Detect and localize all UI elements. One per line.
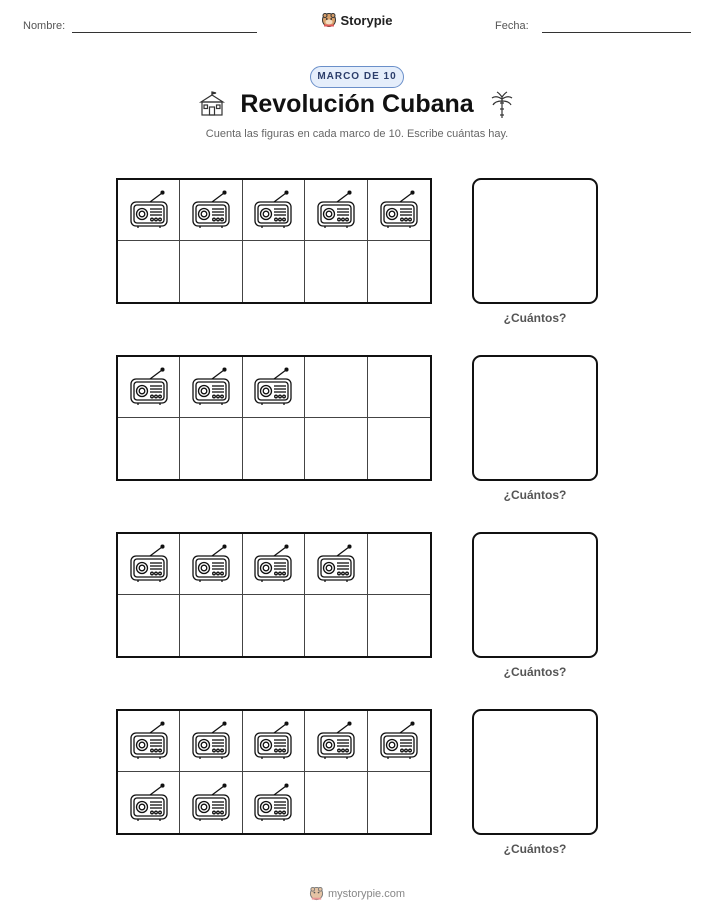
ten-frame-cell	[118, 595, 180, 656]
radio-icon	[252, 367, 294, 407]
ten-frame-cell	[368, 772, 430, 833]
ten-frame-cell	[368, 418, 430, 479]
ten-frame-cell	[180, 418, 242, 479]
instructions: Cuenta las figuras en cada marco de 10. Escribe cuántas hay.	[205, 128, 509, 140]
answer-label: ¿Cuántos?	[503, 842, 567, 856]
ten-frame-cell	[368, 241, 430, 302]
ten-frame-cell	[180, 357, 242, 418]
ten-frame-cell	[243, 711, 305, 772]
answer-label: ¿Cuántos?	[503, 488, 567, 502]
radio-icon	[378, 190, 420, 230]
date-label: Fecha:	[495, 20, 529, 32]
ten-frame-cell	[305, 534, 367, 595]
ten-frame	[116, 178, 432, 304]
ten-frame-cell	[368, 534, 430, 595]
radio-icon	[252, 544, 294, 584]
radio-icon	[315, 721, 357, 761]
ten-frame-cell	[305, 418, 367, 479]
radio-icon	[190, 544, 232, 584]
radio-icon	[128, 721, 170, 761]
radio-icon	[190, 190, 232, 230]
page-title: Revolución Cubana	[240, 90, 474, 118]
answer-box[interactable]	[472, 178, 598, 304]
radio-icon	[128, 367, 170, 407]
answer-label: ¿Cuántos?	[503, 665, 567, 679]
ten-frame-cell	[305, 711, 367, 772]
radio-icon	[128, 783, 170, 823]
name-label: Nombre:	[23, 20, 66, 32]
radio-icon	[128, 544, 170, 584]
ten-frame-cell	[180, 595, 242, 656]
ten-frame-cell	[118, 418, 180, 479]
ten-frame	[116, 532, 432, 658]
ten-frame-cell	[180, 711, 242, 772]
ten-frame-cell	[305, 357, 367, 418]
ten-frame-cell	[305, 241, 367, 302]
ten-frame-cell	[243, 595, 305, 656]
ten-frame-cell	[368, 357, 430, 418]
ten-frame-cell	[305, 772, 367, 833]
ten-frame-cell	[368, 711, 430, 772]
answer-box[interactable]	[472, 355, 598, 481]
ten-frame-cell	[180, 772, 242, 833]
answer-box[interactable]	[472, 532, 598, 658]
radio-icon	[128, 190, 170, 230]
ten-frame	[116, 709, 432, 835]
worksheet-badge: MARCO DE 10	[310, 66, 404, 88]
radio-icon	[190, 783, 232, 823]
radio-icon	[252, 190, 294, 230]
ten-frame	[116, 355, 432, 481]
radio-icon	[378, 721, 420, 761]
ten-frame-cell	[243, 418, 305, 479]
ten-frame-cell	[243, 772, 305, 833]
ten-frame-cell	[118, 241, 180, 302]
radio-icon	[315, 544, 357, 584]
ten-frame-cell	[368, 595, 430, 656]
ten-frame-cell	[243, 534, 305, 595]
ten-frame-cell	[368, 180, 430, 241]
radio-icon	[190, 721, 232, 761]
ten-frame-cell	[305, 595, 367, 656]
radio-icon	[315, 190, 357, 230]
ten-frame-cell	[180, 180, 242, 241]
ten-frame-cell	[118, 534, 180, 595]
ten-frame-cell	[118, 357, 180, 418]
radio-icon	[252, 783, 294, 823]
answer-label: ¿Cuántos?	[503, 311, 567, 325]
date-line[interactable]	[542, 32, 691, 33]
footer	[0, 886, 714, 901]
ten-frame-cell	[118, 772, 180, 833]
ten-frame-cell	[243, 180, 305, 241]
brand-name: Storypie	[340, 12, 393, 28]
storypie-mascot-icon	[321, 12, 337, 28]
radio-icon	[190, 367, 232, 407]
ten-frame-cell	[243, 357, 305, 418]
radio-icon	[252, 721, 294, 761]
ten-frame-cell	[118, 180, 180, 241]
ten-frame-cell	[180, 534, 242, 595]
footer-url: mystorypie.com	[327, 887, 406, 900]
logo	[0, 12, 714, 33]
ten-frame-cell	[118, 711, 180, 772]
ten-frame-cell	[243, 241, 305, 302]
sugarcane-icon	[488, 91, 516, 119]
storypie-mascot-icon	[309, 886, 324, 901]
school-building-icon	[198, 91, 226, 119]
ten-frame-cell	[305, 180, 367, 241]
ten-frame-cell	[180, 241, 242, 302]
answer-box[interactable]	[472, 709, 598, 835]
